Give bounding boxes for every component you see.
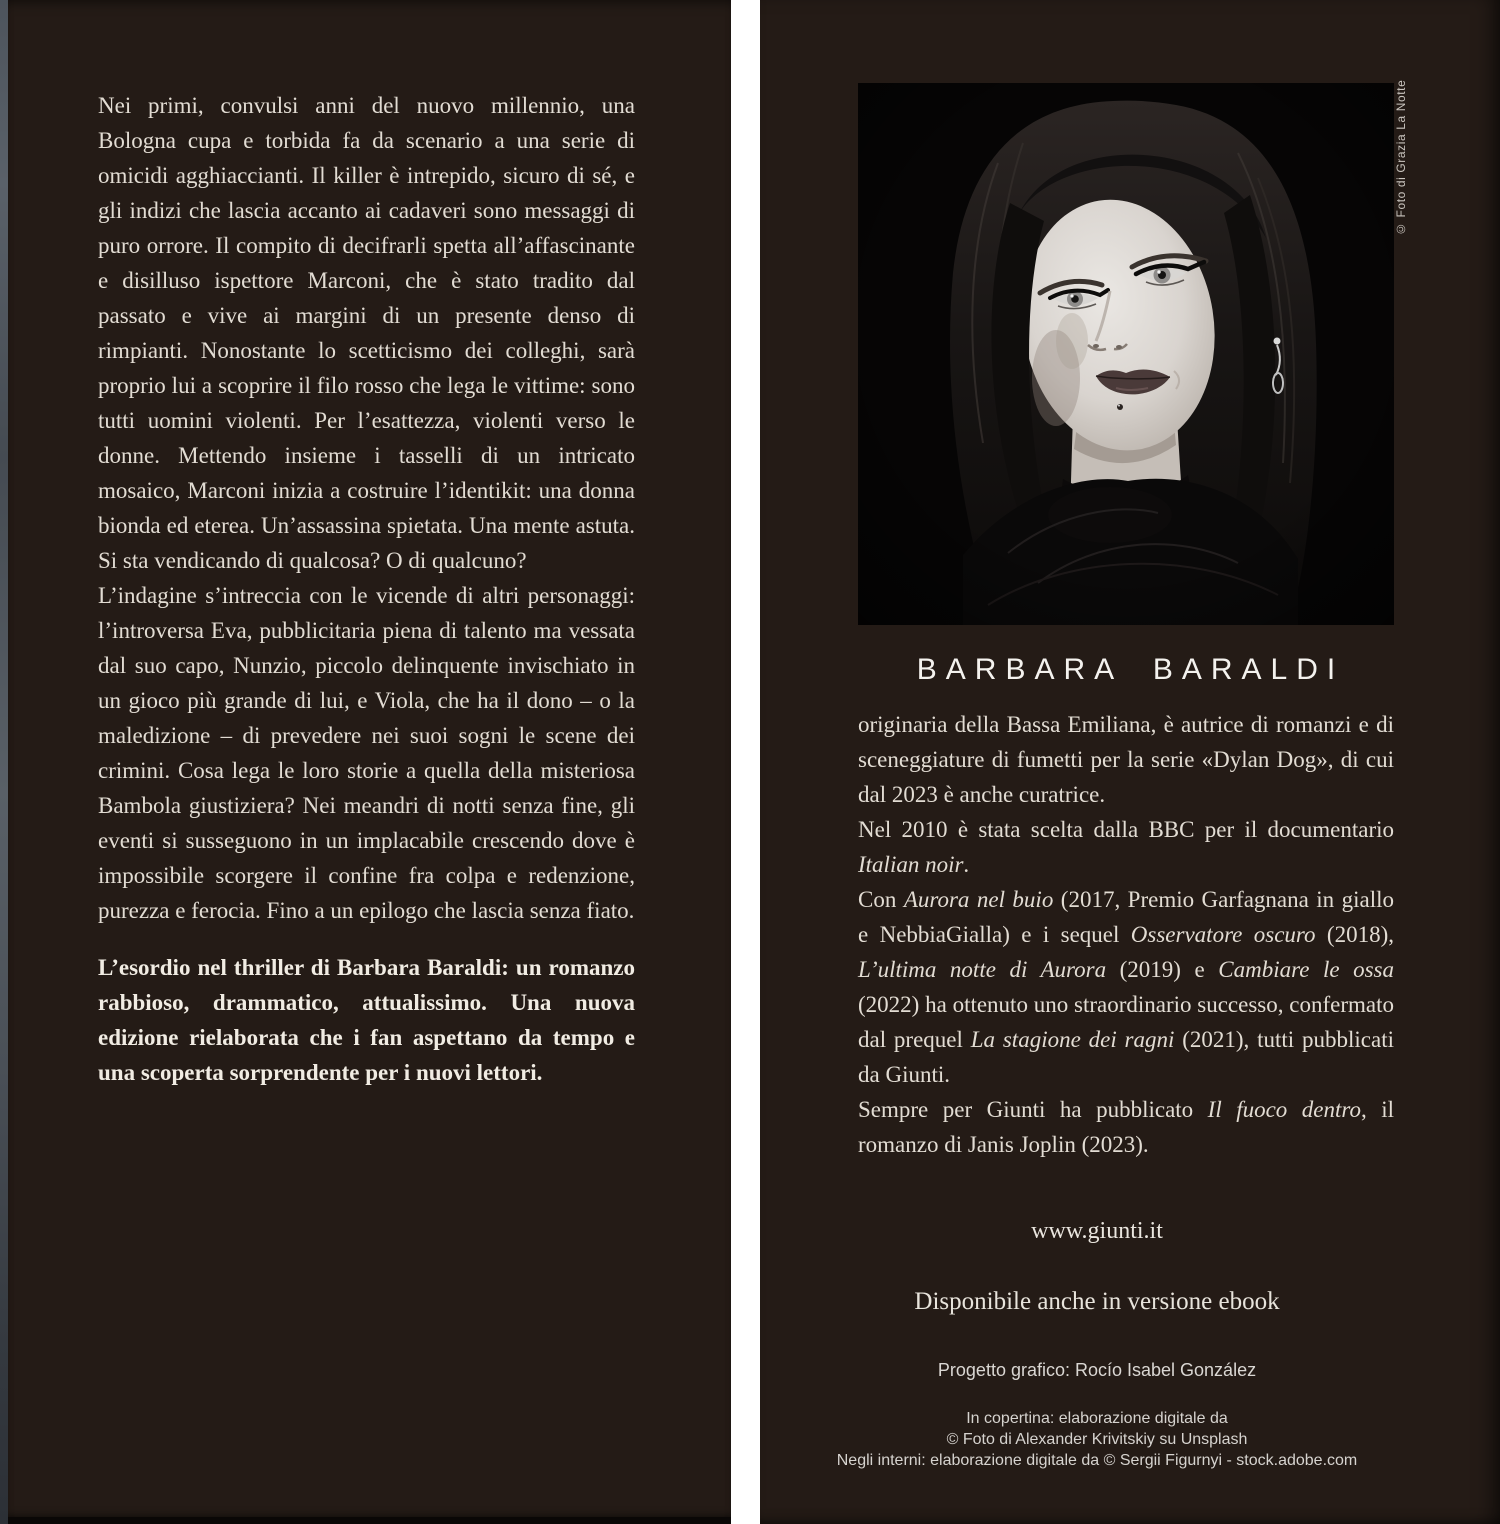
graphic-design-credit: Progetto grafico: Rocío Isabel González	[937, 1360, 1257, 1380]
publisher-website: www.giunti.it	[1031, 1218, 1163, 1244]
author-name: BARBARA BARALDI	[916, 653, 1345, 686]
publisher-blurb: L’esordio nel thriller di Barbara Baraldi: un romanzo rabbioso, drammatico, attualissimo. Una nuova edizione rielaborata che i fan aspettano da tempo e una scoperta sorprendente per i nuovi lettori.	[98, 955, 635, 1085]
synopsis-paragraph-1: Nei primi, convulsi anni del nuovo millennio, una Bologna cupa e torbida fa da scenario a una serie di omicidi agghiaccianti. Il killer è intrepido, sicuro di sé, e gli indizi che lascia accanto ai cadaveri sono messaggi di puro orrore. Il compito di decifrarli spetta all’affascinante e disilluso ispettore Marconi, che è stato tradito dal passato e vive ai margini di un presente denso di rimpianti. Nonostante lo scetticismo dei colleghi, sarà proprio lui a scoprire il filo rosso che lega le vittime: sono tutti uomini violenti. Per l’esattezza, violenti verso le donne. Mettendo insieme i tasselli di un intricato mosaico, Marconi inizia a costruire l’identikit: una donna bionda ed eterea. Un’assassina spietata. Una mente astuta. Si sta vendicando di qualcosa? O di qualcuno?	[98, 93, 635, 573]
bio-paragraph-4: Sempre per Giunti ha pubblicato Il fuoco dentro, il romanzo di Janis Joplin (2023).	[858, 1097, 1395, 1157]
spine-edge	[0, 0, 8, 1524]
cover-credit-line-1: In copertina: elaborazione digitale da	[966, 1410, 1228, 1427]
synopsis-paragraph-2: L’indagine s’intreccia con le vicende di altri personaggi: l’introversa Eva, pubblicitaria piena di talento ma vessata dal suo capo, Nunzio, piccolo delinquente invischiato in un gioco più grande di lui, e Viola, che ha il dono – o la maledizione – di prevedere nei suoi sogni le scene dei crimini. Cosa lega le loro storie a quella della misteriosa Bambola giustiziera? Nei meandri di notti senza fine, gli eventi si susseguono in un implacabile crescendo dove è impossibile scorgere il confine fra colpa e redenzione, purezza e ferocia. Fino a un epilogo che lascia senza fiato.	[98, 583, 635, 923]
right-flap	[760, 0, 1500, 1524]
synopsis-text	[98, 88, 635, 1090]
bio-paragraph-2: Nel 2010 è stata scelta dalla BBC per il documentario Italian noir.	[858, 817, 1394, 877]
image-credits	[760, 1408, 1434, 1471]
interior-credit-line: Negli interni: elaborazione digitale da © Sergii Figurnyi - stock.adobe.com	[836, 1452, 1358, 1469]
ebook-availability-note: Disponibile anche in versione ebook	[914, 1288, 1280, 1315]
cover-credit-line-2: © Foto di Alexander Krivitskiy su Unsplash	[946, 1431, 1248, 1448]
author-photo	[858, 83, 1394, 625]
left-flap	[8, 0, 731, 1524]
bio-paragraph-1: originaria della Bassa Emiliana, è autrice di romanzi e di sceneggiature di fumetti per la serie «Dylan Dog», di cui dal 2023 è anche curatrice.	[858, 712, 1394, 807]
bio-paragraph-3: Con Aurora nel buio (2017, Premio Garfagnana in giallo e NebbiaGialla) e i sequel Osservatore oscuro (2018), L’ultima notte di Aurora (2019) e Cambiare le ossa (2022) ha ottenuto uno straordinario successo, confermato dal prequel La stagione dei ragni (2021), tutti pubblicati da Giunti.	[858, 887, 1395, 1087]
flap-divider	[731, 0, 760, 1524]
author-bio	[858, 707, 1394, 1162]
portrait-illustration	[858, 83, 1394, 625]
photo-credit-vertical: © Foto di Grazia La Notte	[1394, 79, 1408, 236]
